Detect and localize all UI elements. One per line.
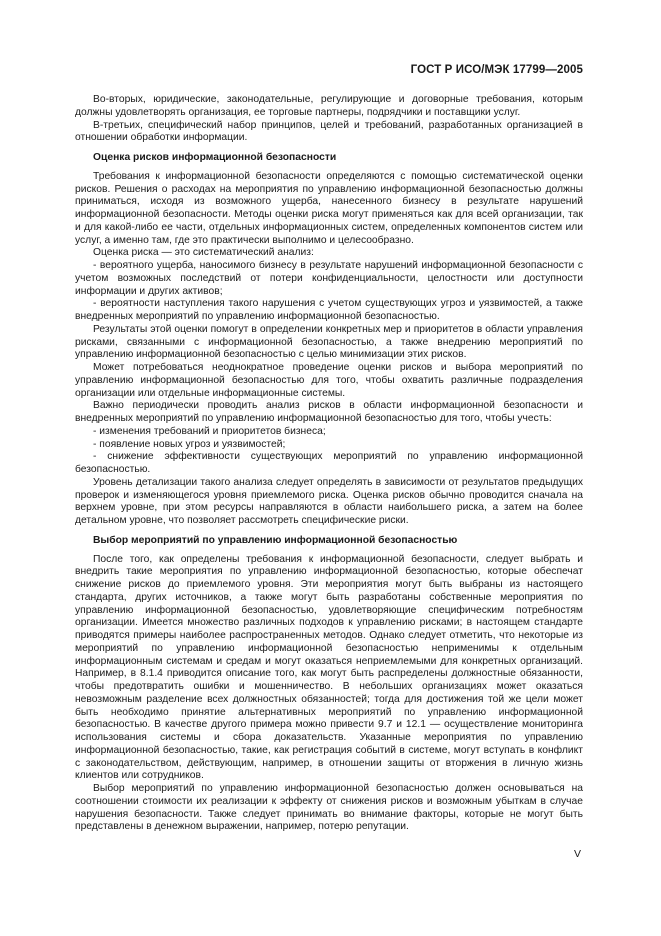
list-item: - появление новых угроз и уязвимостей;	[93, 438, 286, 450]
list-item: - вероятности наступления такого нарушения с учетом существующих угроз и уязвимостей, а также внедренных мероприятий по управлению информационной безопасностью.	[75, 298, 583, 322]
document-body	[75, 94, 583, 834]
paragraph: Оценка риска — это систематический анализ:	[93, 247, 314, 259]
section-heading-risk-assessment: Оценка рисков информационной безопасности	[93, 152, 337, 163]
page-number: V	[573, 848, 581, 860]
list-item: - вероятного ущерба, наносимого бизнесу в результате нарушений информационной безопасности с учетом возможных последствий от потери конфиденциальности, целостности или доступности информации и других активов;	[75, 260, 583, 297]
paragraph: В-третьих, специфический набор принципов, целей и требований, разработанных организацией в отношении обработки информации.	[75, 119, 583, 144]
paragraph: Результаты этой оценки помогут в определении конкретных мер и приоритетов в области управления рисками, связанными с информационной безопасностью, а также внедрению мероприятий по управлению информационной безопасностью с целью минимизации этих рисков.	[75, 323, 583, 361]
document-header: ГОСТ Р ИСО/МЭК 17799—2005	[410, 64, 583, 76]
section-heading-control-selection: Выбор мероприятий по управлению информационной безопасностью	[93, 534, 458, 546]
paragraph: После того, как определены требования к информационной безопасности, следует выбрать и внедрить такие мероприятия по управлению информационной безопасностью, которые обеспечат снижение рисков до приемлемого уровня. Эти мероприятия могут быть выбраны из настоящего стандарта, других источников, а также могут быть разработаны собственные мероприятия по управлению информационной безопасностью, удовлетворяющие специфическим потребностям организации. Имеется множество различных подходов к управлению рисками; в настоящем стандарте приводятся примеры наиболее распространенных методов. Однако следует отметить, что некоторые из мероприятий по управлению информационной безопасностью неприменимы к отдельным информационным системам и средам и могут оказаться неприемлемыми для конкретных организаций. Например, в 8.1.4 приводится описание того, как могут быть распределены должностные обязанности, чтобы предотвратить ошибки и мошенничество. В небольших организациях может оказаться невозможным разделение всех должностных обязанностей; тогда для достижения той же цели может быть необходимо принятие альтернативных мероприятий по управлению информационной безопасностью. В качестве другого примера можно привести 9.7 и 12.1 — осуществление мониторинга использования системы и сбора доказательств. Указанные мероприятия по управлению информационной безопасностью, такие, как регистрация событий в системе, могут вступать в конфликт с законодательством, действующим, например, в отношении защиты от вторжения в личную жизнь клиентов или сотрудников.	[75, 553, 583, 782]
paragraph: Требования к информационной безопасности определяются с помощью систематической оценки рисков. Решения о расходах на мероприятия по управлению информационной безопасностью должны приниматься, исходя из возможного ущерба, нанесенного бизнесу в результате нарушений информационной безопасности. Методы оценки риска могут применяться как для всей организации, так и для какой-либо ее части, отдельных информационных систем, определенных компонентов систем или услуг, а именно там, где это практически выполнимо и целесообразно.	[75, 170, 583, 246]
list-item: - изменения требований и приоритетов бизнеса;	[93, 425, 326, 437]
paragraph: Важно периодически проводить анализ рисков в области информационной безопасности и внедренных мероприятий по управлению информационной безопасностью для того, чтобы учесть:	[75, 400, 583, 424]
paragraph: Выбор мероприятий по управлению информационной безопасностью должен основываться на соотношении стоимости их реализации к эффекту от снижения рисков и возможным убыткам в случае нарушения безопасности. Также следует принимать во внимание факторы, которые не могут быть представлены в денежном выражении, например, потерю репутации.	[75, 783, 583, 833]
paragraph: Во-вторых, юридические, законодательные, регулирующие и договорные требования, которым должны удовлетворять организация, ее торговые партнеры, подрядчики и поставщики услуг.	[75, 94, 583, 118]
paragraph: Уровень детализации такого анализа следует определять в зависимости от результатов предыдущих проверок и изменяющегося уровня приемлемого риска. Оценка рисков обычно проводится сначала на верхнем уровне, при этом ресурсы направляются в области наибольшего риска, а затем на более детальном уровне, что позволяет рассмотреть специфические риски.	[75, 476, 583, 526]
list-item: - снижение эффективности существующих мероприятий по управлению информационной безопасностью.	[75, 451, 583, 475]
paragraph: Может потребоваться неоднократное проведение оценки рисков и выбора мероприятий по управлению информационной безопасностью для того, чтобы охватить различные подразделения организации или отдельные информационные системы.	[75, 362, 583, 399]
